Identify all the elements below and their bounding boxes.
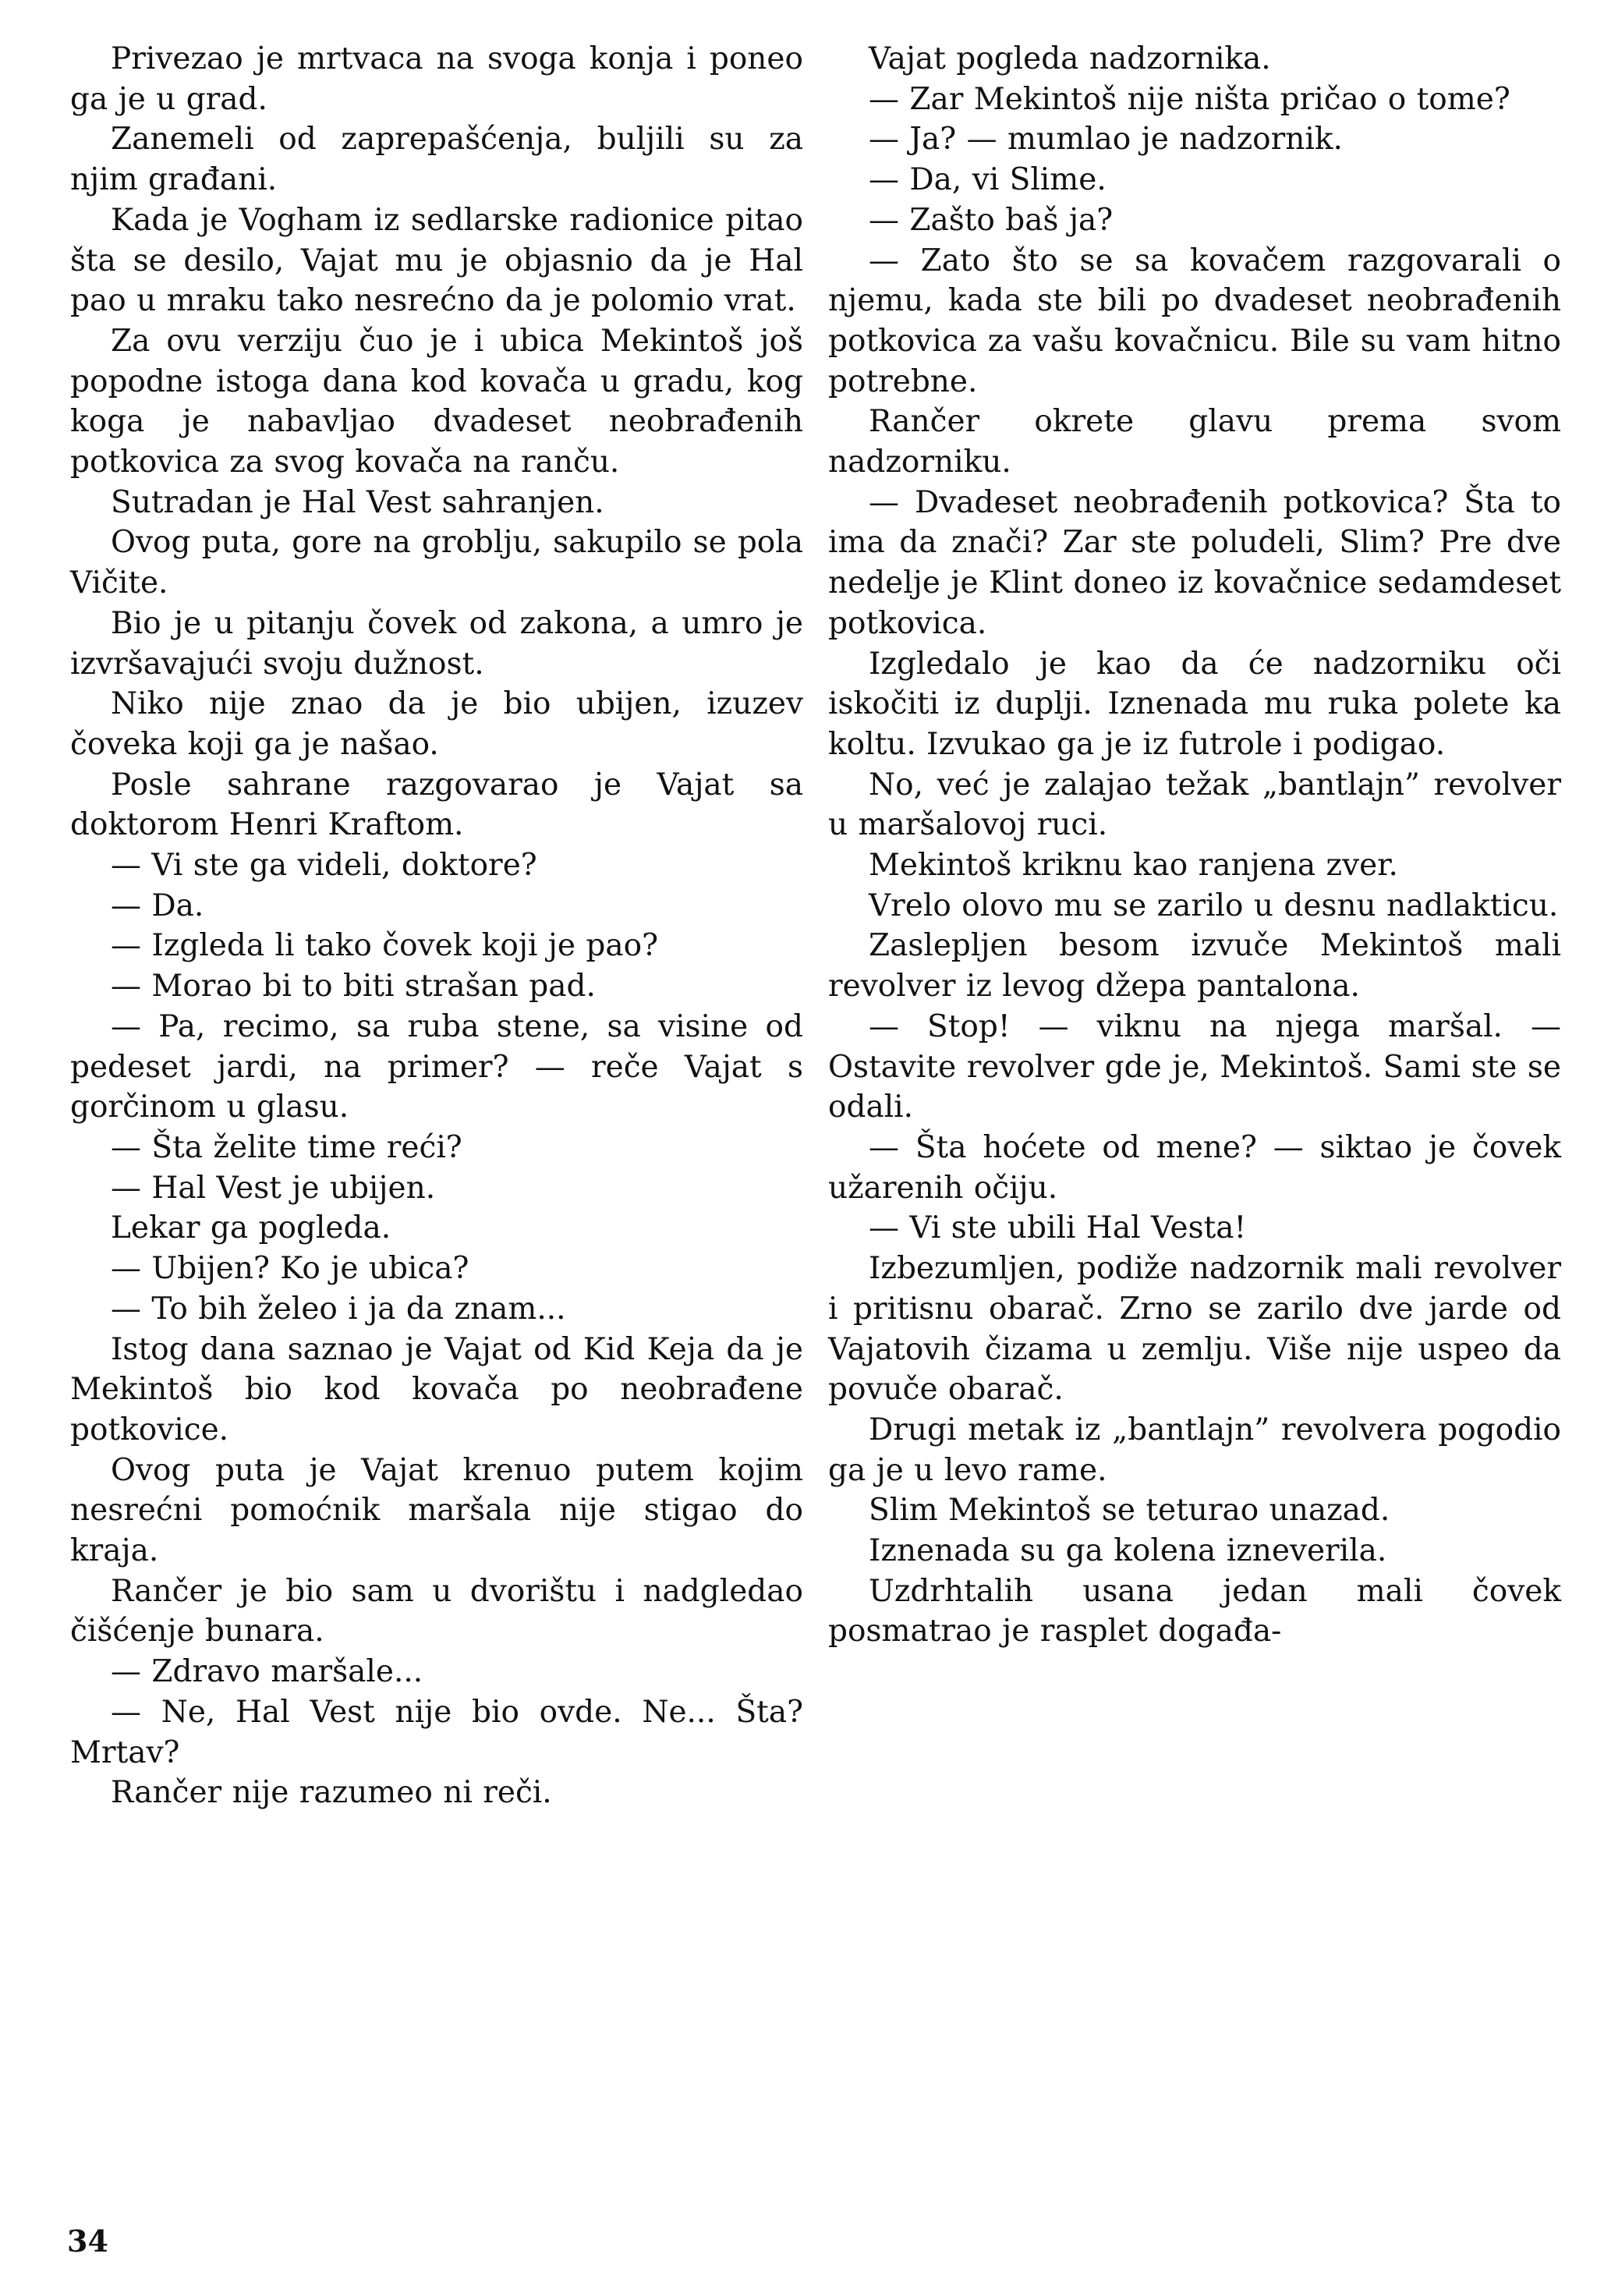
dialogue-line: — Pa, recimo, sa ruba stene, sa visine od pedeset jardi, na primer? — reče Vajat s gorčinom u glasu. [70, 1008, 803, 1125]
paragraph: Vajat pogleda nadzornika. [869, 41, 1271, 76]
dialogue-line: — Vi ste ubili Hal Vesta! [869, 1210, 1247, 1246]
dialogue-line: — Dvadeset neobrađenih potkovica? Šta to ima da znači? Zar ste poludeli, Slim? Pre dve nedelje je Klint doneo iz kovačnice sedamdeset potkovica. [828, 484, 1561, 641]
dialogue-line: — Vi ste ga videli, doktore? [111, 848, 537, 884]
paragraph: Za ovu verziju čuo je i ubica Mekintoš još popodne istoga dana kod kovača u gradu, kog koga je nabavljao dvadeset neobrađenih potkovica za svog kovača na ranču. [70, 323, 803, 480]
dialogue-line: — Šta želite time reći? [111, 1129, 462, 1165]
paragraph: Bio je u pitanju čovek od zakona, a umro je izvršavajući svoju dužnost. [70, 605, 803, 682]
dialogue-line: — Morao bi to biti strašan pad. [111, 969, 596, 1004]
paragraph: Rančer je bio sam u dvorištu i nadgledao čišćenje bunara. [70, 1573, 803, 1649]
paragraph: Mekintoš kriknu kao ranjena zver. [869, 848, 1398, 884]
paragraph: Zaslepljen besom izvuče Mekintoš mali revolver iz levog džepa pantalona. [828, 928, 1561, 1004]
dialogue-line: — Da, vi Slime. [869, 162, 1107, 198]
dialogue-line: — Zato što se sa kovačem razgovarali o njemu, kada ste bili po dvadeset neobrađenih potkovica za vašu kovačnicu. Bile su vam hitno potrebne. [828, 243, 1561, 399]
dialogue-line: — Stop! — viknu na njega maršal. — Ostavite revolver gde je, Mekintoš. Sami ste se odali. [828, 1008, 1561, 1125]
paragraph: Privezao je mrtvaca na svoga konja i poneo ga je u grad. [70, 41, 803, 117]
paragraph: Slim Mekintoš se teturao unazad. [869, 1493, 1390, 1529]
dialogue-line: — Izgleda li tako čovek koji je pao? [111, 928, 658, 964]
left-text-column [70, 39, 803, 1813]
paragraph: No, već je zalajao težak „bantlajn” revolver u maršalovoj ruci. [828, 767, 1561, 843]
paragraph: Rančer nije razumeo ni reči. [111, 1775, 552, 1811]
dialogue-line: — Ja? — mumlao je nadzornik. [869, 122, 1343, 158]
dialogue-line: — Zdravo maršale... [111, 1654, 423, 1690]
page-number: 34 [67, 2223, 108, 2259]
paragraph: Uzdrhtalih usana jedan mali čovek posmatrao je rasplet događa- [828, 1573, 1561, 1649]
paragraph: Sutradan je Hal Vest sahranjen. [111, 484, 604, 520]
paragraph: Iznenada su ga kolena izneverila. [869, 1533, 1387, 1569]
paragraph: Lekar ga pogleda. [111, 1210, 391, 1246]
paragraph: Izgledalo je kao da će nadzorniku oči iskočiti iz duplji. Iznenada mu ruka polete ka koltu. Izvukao ga je iz futrole i podigao. [828, 646, 1561, 762]
paragraph: Ovog puta, gore na groblju, sakupilo se pola Vičite. [70, 525, 803, 601]
dialogue-line: — Ubijen? Ko je ubica? [111, 1251, 469, 1287]
paragraph: Niko nije znao da je bio ubijen, izuzev čoveka koji ga je našao. [70, 686, 803, 762]
paragraph: Istog dana saznao je Vajat od Kid Keja da je Mekintoš bio kod kovača po neobrađene potkovice. [70, 1331, 803, 1447]
paragraph: Rančer okrete glavu prema svom nadzorniku. [828, 404, 1561, 480]
paragraph: Vrelo olovo mu se zarilo u desnu nadlakticu. [869, 888, 1559, 923]
paragraph: Ovog puta je Vajat krenuo putem kojim nesrećni pomoćnik maršala nije stigao do kraja. [70, 1452, 803, 1569]
dialogue-line: — Ne, Hal Vest nije bio ovde. Ne... Šta? Mrtav? [70, 1694, 803, 1770]
paragraph: Zanemeli od zaprepašćenja, buljili su za njim građani. [70, 122, 803, 198]
dialogue-line: — To bih želeo i ja da znam... [111, 1291, 566, 1327]
dialogue-line: — Hal Vest je ubijen. [111, 1170, 436, 1206]
right-text-column [828, 39, 1561, 1652]
paragraph: Izbezumljen, podiže nadzornik mali revolver i pritisnu obarač. Zrno se zarilo dve jarde od Vajatovih čizama u zemlju. Više nije uspeo da povuče obarač. [828, 1251, 1561, 1408]
dialogue-line: — Zašto baš ja? [869, 202, 1114, 238]
dialogue-line: — Zar Mekintoš nije ništa pričao o tome? [869, 81, 1510, 117]
dialogue-line: — Da. [111, 888, 204, 923]
dialogue-line: — Šta hoćete od mene? — siktao je čovek užarenih očiju. [828, 1129, 1561, 1206]
paragraph: Posle sahrane razgovarao je Vajat sa doktorom Henri Kraftom. [70, 767, 803, 843]
paragraph: Kada je Vogham iz sedlarske radionice pitao šta se desilo, Vajat mu je objasnio da je Hal pao u mraku tako nesrećno da je polomio vrat. [70, 202, 803, 319]
paragraph: Drugi metak iz „bantlajn” revolvera pogodio ga je u levo rame. [828, 1412, 1561, 1488]
